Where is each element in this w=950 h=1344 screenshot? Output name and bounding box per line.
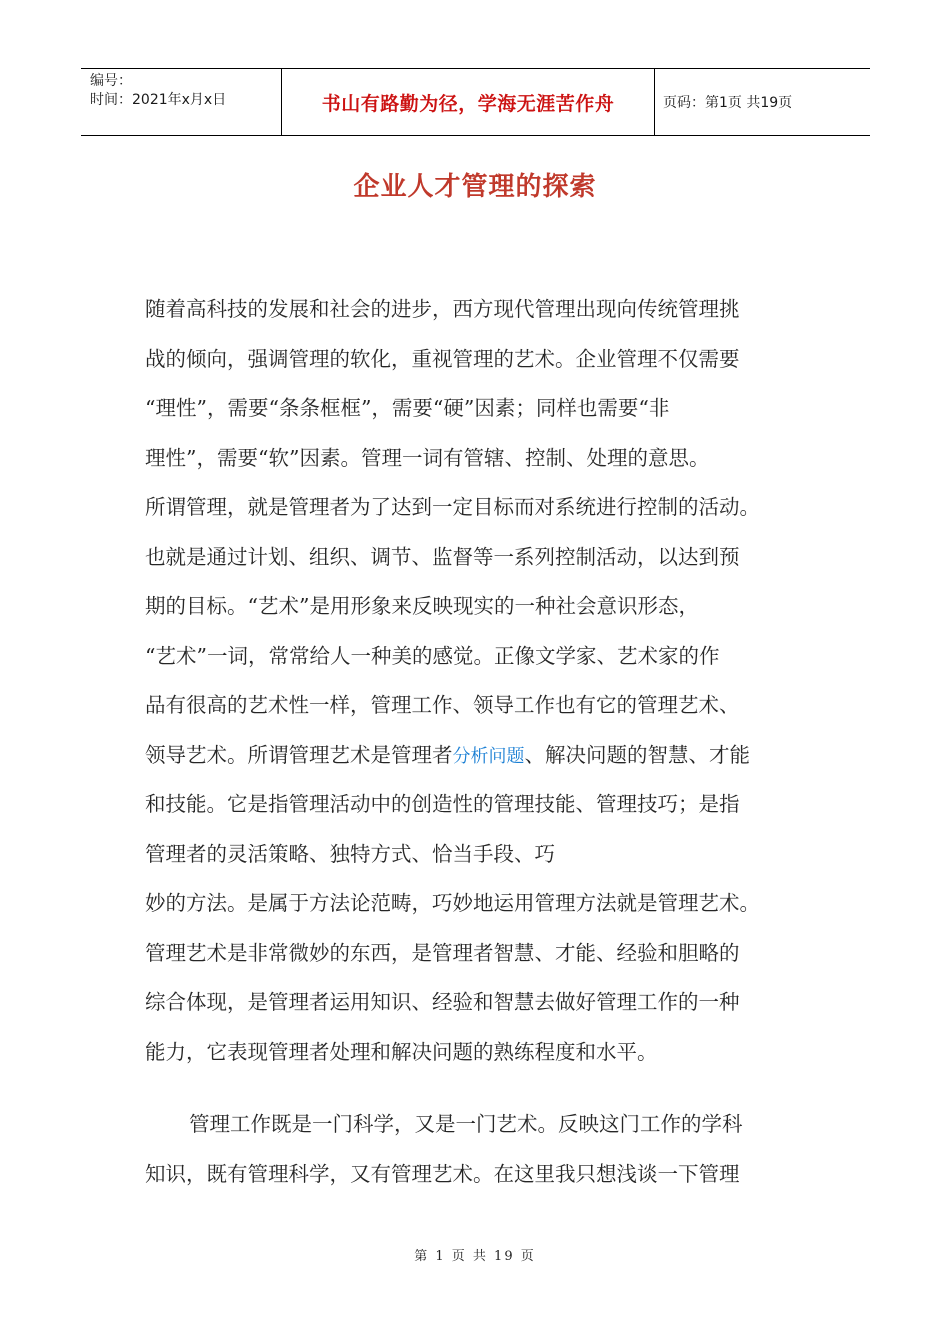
number-label: 编号： xyxy=(90,73,132,89)
text-segment: 、解决问题的智慧、才能 xyxy=(524,742,750,767)
paragraph-2 xyxy=(145,1100,810,1199)
text-line: 品有很高的艺术性一样，管理工作、领导工作也有它的管理艺术、 xyxy=(145,693,740,717)
paragraph-1 xyxy=(145,285,810,1077)
footer-page-number: 第 1 页 共 19 页 xyxy=(414,1249,536,1264)
page-info: 页码：第1页 共19页 xyxy=(663,95,793,111)
text-line: 妙的方法。是属于方法论范畴，巧妙地运用管理方法就是管理艺术。 xyxy=(145,891,760,915)
document-header xyxy=(81,68,870,136)
text-line: 管理者的灵活策略、独特方式、恰当手段、巧 xyxy=(145,841,555,866)
text-line: 随着高科技的发展和社会的进步，西方现代管理出现向传统管理挑 xyxy=(145,297,740,321)
text-line: “理性”，需要“条条框框”，需要“硬”因素；同样也需要“非 xyxy=(145,396,670,420)
text-line: 管理艺术是非常微妙的东西，是管理者智慧、才能、经验和胆略的 xyxy=(145,940,740,965)
text-line: 期的目标。“艺术”是用形象来反映现实的一种社会意识形态， xyxy=(145,594,699,618)
paragraph-spacer xyxy=(145,1077,810,1100)
motto-text: 书山有路勤为径，学海无涯苦作舟 xyxy=(321,92,615,115)
header-meta-cell xyxy=(81,69,282,135)
text-line: 知识，既有管理科学，又有管理艺术。在这里我只想浅谈一下管理 xyxy=(145,1161,740,1186)
text-line: 战的倾向，强调管理的软化，重视管理的艺术。企业管理不仅需要 xyxy=(145,346,740,371)
text-line: 和技能。它是指管理活动中的创造性的管理技能、管理技巧；是指 xyxy=(145,792,740,816)
page-footer xyxy=(0,1245,950,1264)
text-line-with-link xyxy=(145,731,810,781)
text-line: 能力，它表现管理者处理和解决问题的熟练程度和水平。 xyxy=(145,1039,658,1064)
document-title: 企业人才管理的探索 xyxy=(353,172,597,202)
time-label: 时间：2021年x月x日 xyxy=(90,92,227,108)
text-line: 综合体现，是管理者运用知识、经验和智慧去做好管理工作的一种 xyxy=(145,990,740,1014)
text-line: 所谓管理，就是管理者为了达到一定目标而对系统进行控制的活动。 xyxy=(145,495,760,519)
text-segment: 领导艺术。所谓管理艺术是管理者 xyxy=(145,742,453,767)
text-line: “艺术”一词，常常给人一种美的感觉。正像文学家、艺术家的作 xyxy=(145,643,720,668)
text-line: 管理工作既是一门科学，又是一门艺术。反映这门工作的学科 xyxy=(189,1112,743,1136)
text-line: 理性”，需要“软”因素。管理一词有管辖、控制、处理的意思。 xyxy=(145,445,710,470)
analysis-link[interactable]: 分析问题 xyxy=(452,745,525,767)
header-page-cell xyxy=(655,69,870,135)
document-body xyxy=(145,285,810,1199)
text-line: 也就是通过计划、组织、调节、监督等一系列控制活动，以达到预 xyxy=(145,544,740,569)
header-motto-cell xyxy=(282,69,655,135)
